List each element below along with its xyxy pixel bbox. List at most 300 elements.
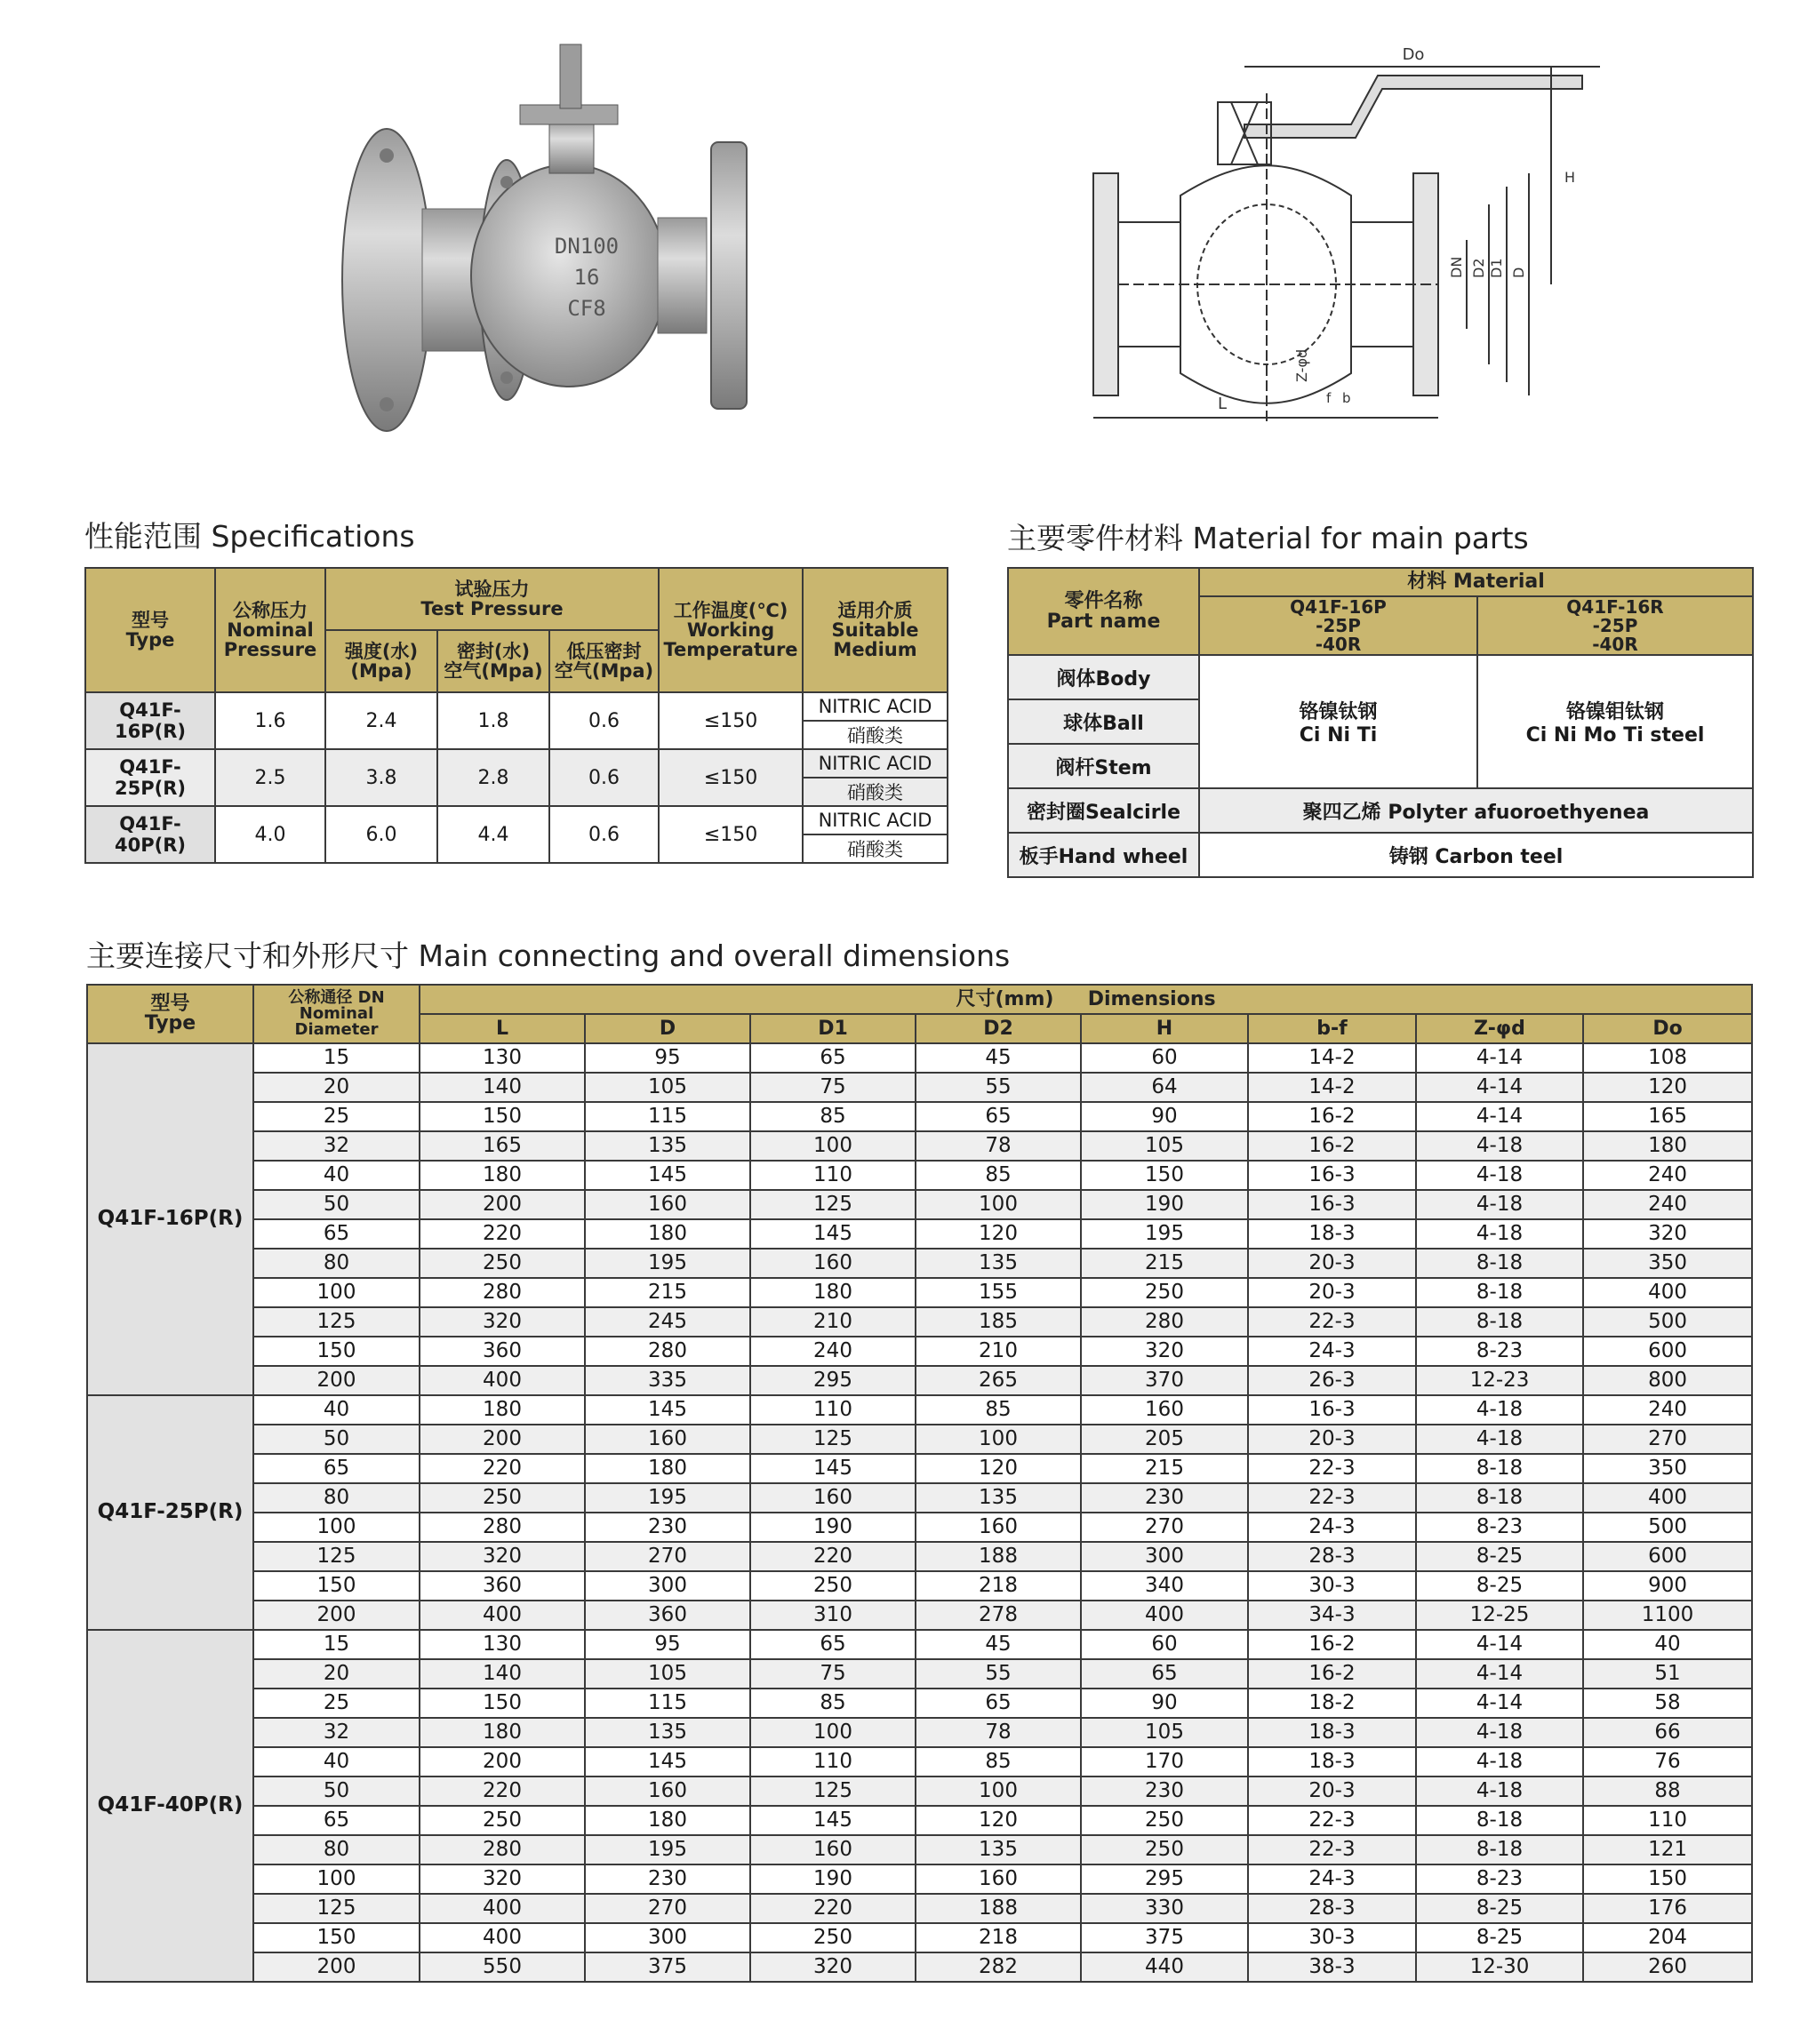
col-medium: 适用介质 Suitable Medium [803,568,948,692]
dims-cell: 220 [420,1777,585,1806]
dims-cell: 18-3 [1248,1219,1416,1249]
table-row [87,1630,1752,1659]
spec-cell: 4.0 [215,806,325,863]
dims-cell: 75 [750,1659,916,1689]
dims-cell: 230 [585,1513,750,1542]
materials-table [1007,567,1754,878]
label-b: b [1342,390,1351,406]
dims-cell: 195 [585,1249,750,1278]
dims-cell: 22-3 [1248,1835,1416,1864]
table-row [87,1249,1752,1278]
spec-cell: 6.0 [325,806,437,863]
dims-cell: 240 [1583,1395,1752,1425]
dims-cell: 110 [750,1395,916,1425]
spec-cell: 2.8 [437,749,549,806]
dims-cell: 22-3 [1248,1483,1416,1513]
dims-cell: 160 [750,1249,916,1278]
dims-cell: 400 [1081,1601,1248,1630]
dims-cell: 280 [420,1278,585,1307]
dims-cell: 90 [1081,1102,1248,1131]
col-temp: 工作温度(℃) Working Temperature [659,568,803,692]
label-f: f [1326,390,1332,406]
dims-cell: 135 [916,1249,1081,1278]
dims-cell: 440 [1081,1952,1248,1982]
dims-cell: 16-3 [1248,1161,1416,1190]
dims-cell: 100 [916,1190,1081,1219]
dims-cell: 300 [1081,1542,1248,1571]
dims-cell: 85 [916,1747,1081,1777]
dims-cell: 280 [420,1513,585,1542]
hand-material: 铸钢 Carbon teel [1199,833,1753,877]
material-col2-main: 铬镍钼钛钢 Ci Ni Mo Ti steel [1477,655,1753,788]
dims-cell: 300 [585,1571,750,1601]
spec-cell: ≤150 [659,692,803,749]
dims-cell: 200 [253,1952,420,1982]
dims-cell: 40 [253,1747,420,1777]
dims-cell: 160 [585,1777,750,1806]
dims-cell: 58 [1583,1689,1752,1718]
dims-cell: 280 [585,1337,750,1366]
dims-cell: 18-2 [1248,1689,1416,1718]
dims-cell: 250 [1081,1806,1248,1835]
dims-cell: 145 [585,1747,750,1777]
table-row [87,1425,1752,1454]
dims-cell: 265 [916,1366,1081,1395]
dims-cell: 140 [420,1073,585,1102]
dims-cell: 240 [1583,1161,1752,1190]
dims-cell: 320 [1583,1219,1752,1249]
dims-cell: 150 [253,1923,420,1952]
dims-cell: 22-3 [1248,1307,1416,1337]
dims-cell: 28-3 [1248,1542,1416,1571]
dims-cell: 32 [253,1131,420,1161]
dims-cell: 335 [585,1366,750,1395]
dims-cell: 76 [1583,1747,1752,1777]
dims-cell: 40 [253,1395,420,1425]
dims-cell: 125 [253,1894,420,1923]
table-row [87,1894,1752,1923]
dims-cell: 125 [750,1190,916,1219]
dims-cell: 320 [750,1952,916,1982]
dims-cell: 32 [253,1718,420,1747]
table-row [87,1601,1752,1630]
dims-cell: 250 [1081,1835,1248,1864]
dims-cell: 20-3 [1248,1777,1416,1806]
dims-cell: 400 [420,1923,585,1952]
dims-cell: 24-3 [1248,1513,1416,1542]
materials-title: 主要零件材料 Material for main parts [1007,521,1529,555]
dims-cell: 240 [1583,1190,1752,1219]
table-row [87,1952,1752,1982]
dims-cell: 270 [585,1542,750,1571]
dims-cell: 320 [420,1307,585,1337]
dims-cell: 150 [420,1102,585,1131]
dims-cell: 110 [1583,1806,1752,1835]
dims-cell: 65 [253,1454,420,1483]
dims-cell: 60 [1081,1630,1248,1659]
dims-cell: 250 [420,1249,585,1278]
spec-cell: 硝酸类 [803,721,948,749]
dims-cell: 250 [420,1806,585,1835]
dims-cell: 4-14 [1416,1689,1583,1718]
dims-cell: 105 [1081,1131,1248,1161]
part-hand-wheel: 板手Hand wheel [1008,833,1199,877]
dims-cell: 150 [1583,1864,1752,1894]
dims-cell: 180 [1583,1131,1752,1161]
dims-cell: 160 [1081,1395,1248,1425]
dims-cell: 38-3 [1248,1952,1416,1982]
dims-cell: 25 [253,1689,420,1718]
dims-cell: 8-25 [1416,1571,1583,1601]
dims-cell: 18-3 [1248,1747,1416,1777]
dims-cell: 14-2 [1248,1043,1416,1073]
table-row [87,1835,1752,1864]
col-dim: D [585,1014,750,1043]
col-material: 材料 Material [1199,568,1753,596]
dims-cell: 110 [750,1161,916,1190]
part-ball: 球体Ball [1008,699,1199,744]
dims-cell: 400 [420,1894,585,1923]
col-dim: D1 [750,1014,916,1043]
dims-cell: 100 [916,1425,1081,1454]
dims-cell: 155 [916,1278,1081,1307]
dims-cell: 245 [585,1307,750,1337]
dims-cell: 205 [1081,1425,1248,1454]
dims-cell: 600 [1583,1542,1752,1571]
dims-cell: 80 [253,1249,420,1278]
part-stem: 阀杆Stem [1008,744,1199,788]
dims-cell: 16-3 [1248,1395,1416,1425]
dims-cell: 24-3 [1248,1337,1416,1366]
spec-cell: 硝酸类 [803,834,948,863]
dims-cell: 150 [420,1689,585,1718]
dims-cell: 370 [1081,1366,1248,1395]
dims-cell: 8-18 [1416,1454,1583,1483]
dims-cell: 100 [253,1864,420,1894]
table-row [87,1366,1752,1395]
dims-cell: 195 [585,1835,750,1864]
dims-cell: 65 [916,1689,1081,1718]
label-d2: D2 [1470,258,1487,278]
dims-cell: 22-3 [1248,1806,1416,1835]
dims-cell: 8-25 [1416,1894,1583,1923]
dims-cell: 50 [253,1190,420,1219]
dims-cell: 4-18 [1416,1219,1583,1249]
specs-title: 性能范围 Specifications [84,519,415,554]
dims-cell: 200 [420,1190,585,1219]
dims-cell: 215 [1081,1454,1248,1483]
dims-cell: 280 [1081,1307,1248,1337]
dims-cell: 180 [420,1718,585,1747]
spec-type: Q41F-40P(R) [85,806,215,863]
dims-cell: 320 [1081,1337,1248,1366]
col-strength: 强度(水) (Mpa) [325,630,437,692]
spec-cell: 0.6 [549,692,659,749]
dims-cell: 4-18 [1416,1747,1583,1777]
dims-cell: 4-14 [1416,1102,1583,1131]
dims-cell: 270 [1081,1513,1248,1542]
col-dimensions: 尺寸(mm) Dimensions [420,985,1752,1014]
spec-cell: NITRIC ACID [803,806,948,834]
dims-cell: 300 [585,1923,750,1952]
dims-cell: 140 [420,1659,585,1689]
dims-cell: 1100 [1583,1601,1752,1630]
dims-cell: 121 [1583,1835,1752,1864]
dims-cell: 188 [916,1894,1081,1923]
col-dim: H [1081,1014,1248,1043]
dims-type: Q41F-40P(R) [87,1630,253,1982]
spec-cell: 2.5 [215,749,325,806]
dims-cell: 160 [585,1190,750,1219]
dims-cell: 95 [585,1630,750,1659]
label-dn: DN [1448,256,1465,278]
dims-cell: 20 [253,1659,420,1689]
dims-cell: 215 [1081,1249,1248,1278]
dims-cell: 260 [1583,1952,1752,1982]
dims-cell: 8-23 [1416,1513,1583,1542]
dims-cell: 295 [750,1366,916,1395]
table-row [87,1131,1752,1161]
dims-cell: 4-14 [1416,1659,1583,1689]
dims-cell: 176 [1583,1894,1752,1923]
dims-cell: 120 [916,1219,1081,1249]
dims-cell: 40 [253,1161,420,1190]
part-seal: 密封圈Sealcirle [1008,788,1199,833]
table-row [87,1864,1752,1894]
col-dim: Do [1583,1014,1752,1043]
dims-cell: 100 [253,1513,420,1542]
dims-cell: 320 [420,1542,585,1571]
casting-dn: DN100 [554,234,620,259]
dims-type: Q41F-16P(R) [87,1043,253,1395]
dims-cell: 375 [1081,1923,1248,1952]
dims-cell: 125 [750,1777,916,1806]
dims-cell: 12-30 [1416,1952,1583,1982]
dims-cell: 190 [1081,1190,1248,1219]
dims-cell: 4-18 [1416,1777,1583,1806]
dims-cell: 310 [750,1601,916,1630]
dims-cell: 45 [916,1043,1081,1073]
dims-cell: 4-18 [1416,1131,1583,1161]
col-low: 低压密封 空气(Mpa) [549,630,659,692]
label-d: D [1510,267,1527,278]
dims-cell: 188 [916,1542,1081,1571]
dims-cell: 400 [1583,1278,1752,1307]
dims-cell: 100 [750,1718,916,1747]
dims-cell: 15 [253,1043,420,1073]
table-row [87,1923,1752,1952]
dims-cell: 100 [750,1131,916,1161]
label-l: L [1218,395,1228,413]
dims-cell: 125 [253,1542,420,1571]
dims-cell: 12-25 [1416,1601,1583,1630]
table-row [87,1307,1752,1337]
col-type: 型号 Type [87,985,253,1043]
dims-cell: 65 [916,1102,1081,1131]
col-material-2: Q41F-16R -25P -40R [1477,596,1753,655]
valve-photo [338,36,756,435]
dims-cell: 210 [916,1337,1081,1366]
dims-cell: 330 [1081,1894,1248,1923]
dims-cell: 160 [916,1864,1081,1894]
table-row [87,1454,1752,1483]
table-row [87,1718,1752,1747]
dims-cell: 55 [916,1659,1081,1689]
table-row [87,1190,1752,1219]
dims-cell: 180 [750,1278,916,1307]
dims-cell: 120 [916,1806,1081,1835]
dims-cell: 320 [420,1864,585,1894]
dims-cell: 65 [253,1219,420,1249]
dims-cell: 150 [253,1337,420,1366]
dims-cell: 200 [420,1747,585,1777]
dims-cell: 18-3 [1248,1718,1416,1747]
dims-cell: 130 [420,1630,585,1659]
dims-cell: 180 [585,1219,750,1249]
dims-cell: 270 [1583,1425,1752,1454]
dims-cell: 250 [420,1483,585,1513]
dims-cell: 130 [420,1043,585,1073]
dims-cell: 218 [916,1571,1081,1601]
label-h: H [1564,169,1576,186]
dims-cell: 180 [585,1454,750,1483]
dims-cell: 125 [253,1307,420,1337]
spec-cell: ≤150 [659,749,803,806]
dims-cell: 100 [916,1777,1081,1806]
dims-cell: 34-3 [1248,1601,1416,1630]
dims-cell: 78 [916,1718,1081,1747]
table-row [87,1395,1752,1425]
dims-cell: 78 [916,1131,1081,1161]
dims-cell: 180 [585,1806,750,1835]
dims-cell: 16-2 [1248,1131,1416,1161]
dims-cell: 20-3 [1248,1425,1416,1454]
dims-cell: 120 [1583,1073,1752,1102]
dims-cell: 20 [253,1073,420,1102]
dims-cell: 900 [1583,1571,1752,1601]
dims-cell: 360 [420,1571,585,1601]
dims-cell: 250 [750,1571,916,1601]
dims-cell: 4-18 [1416,1718,1583,1747]
spec-cell: NITRIC ACID [803,749,948,778]
dims-cell: 8-18 [1416,1307,1583,1337]
dims-cell: 135 [585,1131,750,1161]
table-row [87,1689,1752,1718]
dims-cell: 4-18 [1416,1190,1583,1219]
dims-cell: 160 [750,1835,916,1864]
table-row [87,1806,1752,1835]
col-material-1: Q41F-16P -25P -40R [1199,596,1477,655]
dims-cell: 45 [916,1630,1081,1659]
dims-cell: 8-18 [1416,1483,1583,1513]
dims-cell: 350 [1583,1454,1752,1483]
dims-cell: 375 [585,1952,750,1982]
dims-cell: 16-3 [1248,1190,1416,1219]
table-row [87,1337,1752,1366]
table-row [87,1278,1752,1307]
dims-cell: 220 [750,1894,916,1923]
dims-cell: 4-18 [1416,1161,1583,1190]
dims-cell: 100 [253,1278,420,1307]
dims-cell: 90 [1081,1689,1248,1718]
dims-cell: 220 [750,1542,916,1571]
dims-cell: 4-18 [1416,1395,1583,1425]
dims-cell: 360 [585,1601,750,1630]
dims-cell: 210 [750,1307,916,1337]
dims-cell: 230 [585,1864,750,1894]
dims-cell: 160 [585,1425,750,1454]
dims-cell: 230 [1081,1777,1248,1806]
dims-cell: 95 [585,1043,750,1073]
dims-cell: 165 [1583,1102,1752,1131]
spec-cell: 1.6 [215,692,325,749]
dims-cell: 40 [1583,1630,1752,1659]
dims-cell: 195 [585,1483,750,1513]
col-dim: D2 [916,1014,1081,1043]
dims-cell: 282 [916,1952,1081,1982]
dims-cell: 26-3 [1248,1366,1416,1395]
dims-cell: 280 [420,1835,585,1864]
dims-cell: 28-3 [1248,1894,1416,1923]
dims-cell: 250 [750,1923,916,1952]
dims-cell: 24-3 [1248,1864,1416,1894]
table-row [87,1043,1752,1073]
spec-cell: 4.4 [437,806,549,863]
dims-cell: 190 [750,1864,916,1894]
label-d1: D1 [1488,258,1505,278]
dims-cell: 8-23 [1416,1864,1583,1894]
dims-cell: 80 [253,1835,420,1864]
dims-cell: 16-2 [1248,1102,1416,1131]
spec-cell: 0.6 [549,806,659,863]
dims-cell: 150 [253,1571,420,1601]
dims-cell: 85 [916,1161,1081,1190]
dims-cell: 4-18 [1416,1425,1583,1454]
dims-cell: 218 [916,1923,1081,1952]
table-row [87,1073,1752,1102]
dims-cell: 400 [420,1366,585,1395]
dims-title: 主要连接尺寸和外形尺寸 Main connecting and overall dimensions [86,938,1011,973]
dims-cell: 230 [1081,1483,1248,1513]
dims-cell: 204 [1583,1923,1752,1952]
spec-type: Q41F-25P(R) [85,749,215,806]
dims-cell: 150 [1081,1161,1248,1190]
dims-cell: 160 [750,1483,916,1513]
dims-cell: 110 [750,1747,916,1777]
dims-cell: 220 [420,1454,585,1483]
dims-cell: 8-23 [1416,1337,1583,1366]
dims-cell: 145 [750,1219,916,1249]
dims-cell: 600 [1583,1337,1752,1366]
dims-cell: 25 [253,1102,420,1131]
dims-cell: 215 [585,1278,750,1307]
dims-cell: 115 [585,1689,750,1718]
dims-cell: 75 [750,1073,916,1102]
dims-cell: 500 [1583,1513,1752,1542]
dims-cell: 800 [1583,1366,1752,1395]
col-dim: L [420,1014,585,1043]
spec-cell: NITRIC ACID [803,692,948,721]
spec-cell: ≤150 [659,806,803,863]
dims-cell: 65 [253,1806,420,1835]
spec-cell: 硝酸类 [803,778,948,806]
table-row [87,1513,1752,1542]
dims-cell: 145 [750,1806,916,1835]
table-row [87,1571,1752,1601]
dims-cell: 400 [420,1601,585,1630]
dims-cell: 8-18 [1416,1278,1583,1307]
dims-cell: 135 [585,1718,750,1747]
